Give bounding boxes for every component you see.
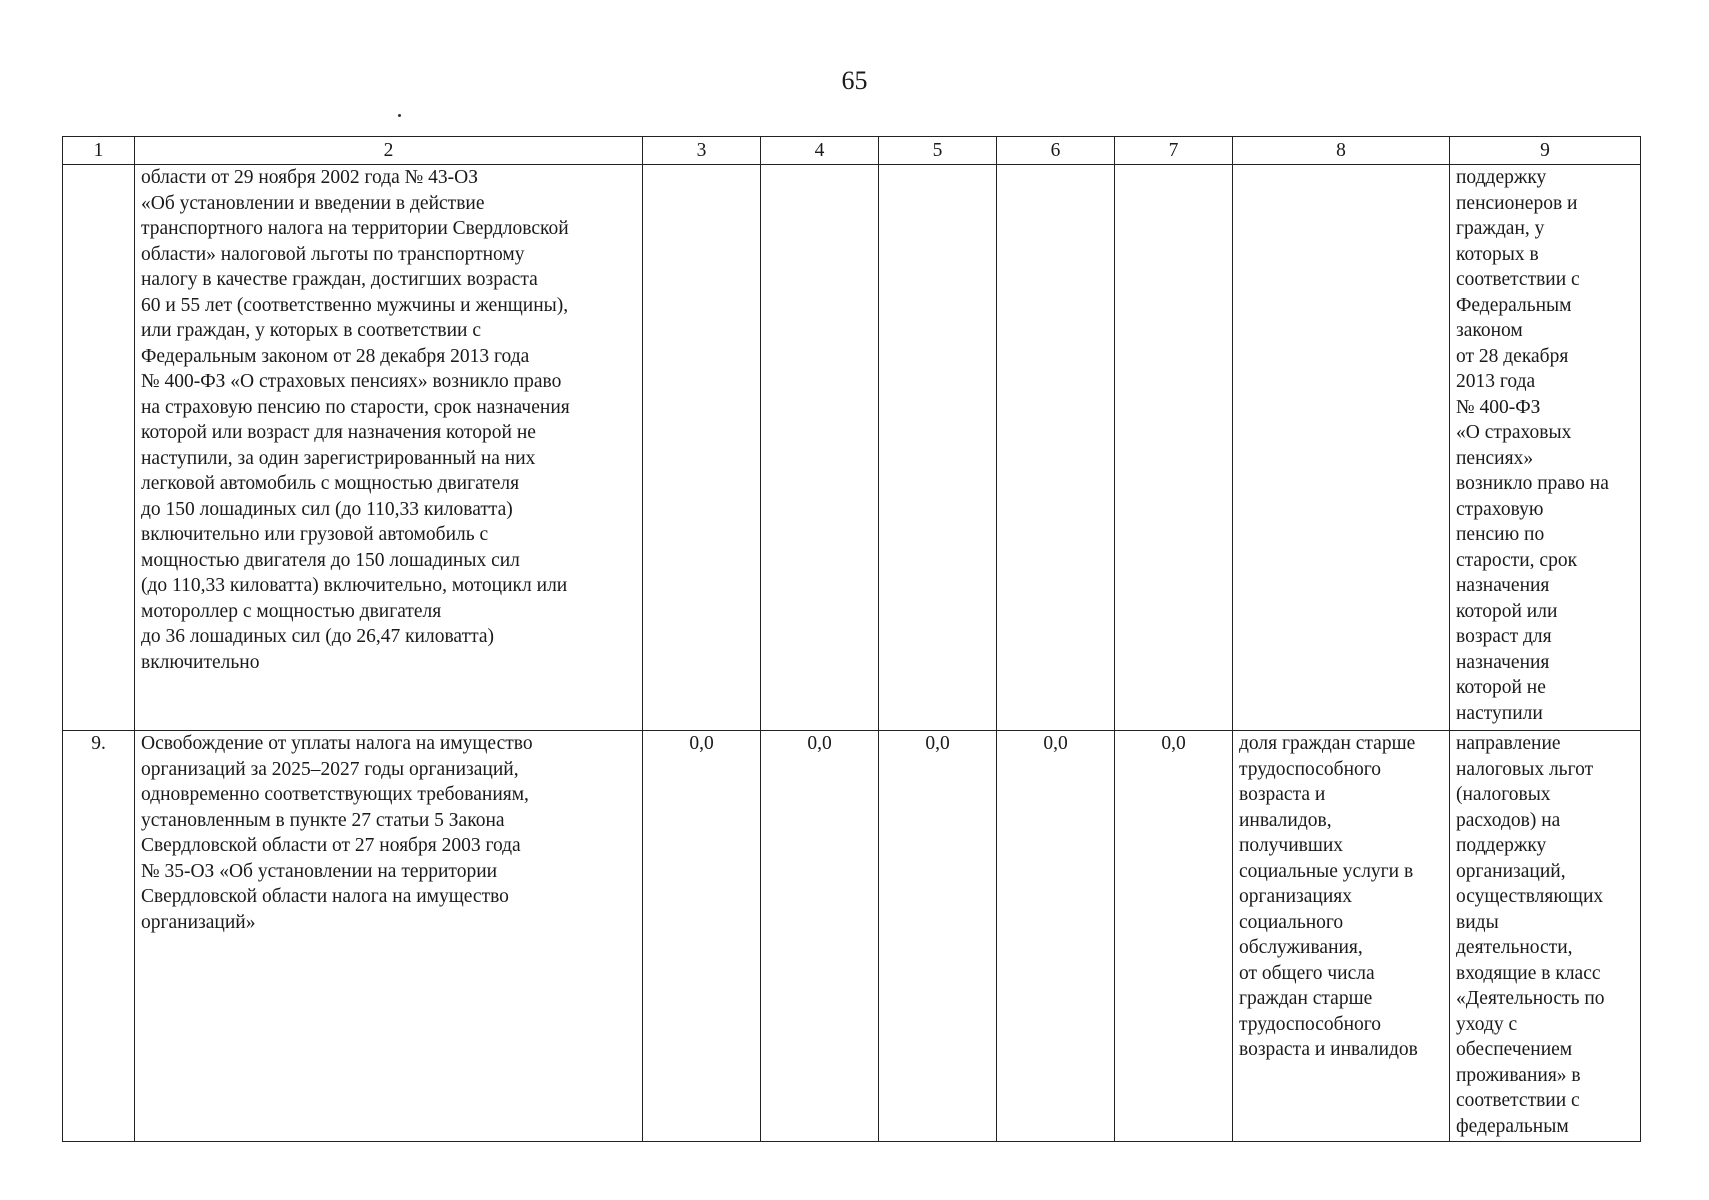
- direction-line: входящие в класс: [1456, 962, 1601, 984]
- direction-line: законом: [1456, 320, 1523, 341]
- indicator-line: социальные услуги в: [1239, 860, 1414, 882]
- indicator-line: инвалидов,: [1239, 809, 1332, 831]
- column-header-5: 5: [879, 137, 997, 165]
- direction-line: пенсию по: [1456, 524, 1545, 545]
- description-line: 60 и 55 лет (соответственно мужчины и женщины),: [141, 294, 569, 316]
- description-line: Свердловской области налога на имущество: [141, 886, 509, 907]
- direction-line: пенсиях»: [1456, 447, 1534, 469]
- description-line: включительно или грузовой автомобиль с: [141, 524, 489, 545]
- indicator-cell: [1233, 731, 1450, 1142]
- direction-line: виды: [1456, 911, 1499, 933]
- description-line: наступили, за один зарегистрированный на них: [141, 447, 536, 469]
- indicator-line: трудоспособного: [1239, 758, 1382, 780]
- direction-line: которой не: [1456, 677, 1546, 698]
- direction-cell: [1450, 165, 1641, 731]
- direction-line: обеспечением: [1456, 1039, 1573, 1060]
- direction-line: проживания» в: [1456, 1064, 1581, 1086]
- direction-line: старости, срок: [1456, 549, 1578, 571]
- column-header-7: 7: [1115, 137, 1233, 165]
- direction-line: пенсионеров и: [1456, 192, 1578, 214]
- description-line: транспортного налога на территории Свердловской: [141, 218, 569, 239]
- direction-line: организаций,: [1456, 860, 1566, 882]
- description-line: которой или возраст для назначения которой не: [141, 422, 536, 443]
- indicator-line: доля граждан старше: [1239, 733, 1416, 754]
- indicator-line: возраста и инвалидов: [1239, 1039, 1418, 1060]
- direction-line: осуществляющих: [1456, 886, 1604, 907]
- direction-line: страховую: [1456, 498, 1544, 520]
- indicator-line: возраста и: [1239, 784, 1326, 805]
- description-line: «Об установлении и введении в действие: [141, 192, 485, 214]
- direction-line: № 400-ФЗ: [1456, 396, 1541, 418]
- description-line: организаций за 2025–2027 годы организаций,: [141, 758, 519, 780]
- description-line: Свердловской области от 27 ноября 2003 года: [141, 835, 521, 856]
- description-line: Федеральным законом от 28 декабря 2013 года: [141, 345, 530, 367]
- value-cell-3: [643, 165, 761, 731]
- description-line: на страховую пенсию по старости, срок назначения: [141, 396, 570, 418]
- value-cell-4: 0,0: [761, 731, 879, 1142]
- description-line: или граждан, у которых в соответствии с: [141, 320, 482, 341]
- description-line: мотороллер с мощностью двигателя: [141, 600, 442, 622]
- direction-line: возраст для: [1456, 626, 1552, 647]
- value-cell-6: 0,0: [997, 731, 1115, 1142]
- description-line: (до 110,33 киловатта) включительно, мотоцикл или: [141, 575, 568, 596]
- description-line: № 35-ОЗ «Об установлении на территории: [141, 860, 498, 882]
- description-line: установленным в пункте 27 статьи 5 Закона: [141, 809, 505, 831]
- direction-line: соответствии с: [1456, 1090, 1580, 1111]
- description-line: одновременно соответствующих требованиям,: [141, 784, 529, 805]
- direction-line: деятельности,: [1456, 937, 1573, 958]
- column-number-row: [63, 137, 1641, 165]
- value-cell-7: [1115, 165, 1233, 731]
- column-header-4: 4: [761, 137, 879, 165]
- direction-cell: [1450, 731, 1641, 1142]
- value-cell-6: [997, 165, 1115, 731]
- indicator-line: граждан старше: [1239, 988, 1373, 1009]
- description-line: № 400-ФЗ «О страховых пенсиях» возникло право: [141, 371, 562, 392]
- description-cell: [135, 165, 643, 731]
- indicator-cell: [1233, 165, 1450, 731]
- direction-line: Федеральным: [1456, 294, 1572, 316]
- description-cell: [135, 731, 643, 1142]
- value-cell-5: [879, 165, 997, 731]
- description-line: включительно: [141, 651, 260, 673]
- value-cell-3: 0,0: [643, 731, 761, 1142]
- direction-line: поддержку: [1456, 167, 1547, 188]
- column-header-9: 9: [1450, 137, 1641, 165]
- description-line: налогу в качестве граждан, достигших возраста: [141, 269, 538, 290]
- direction-line: (налоговых: [1456, 784, 1551, 805]
- direction-line: которых в: [1456, 243, 1539, 265]
- indicator-line: обслуживания,: [1239, 937, 1363, 958]
- direction-line: которой или: [1456, 600, 1558, 622]
- column-header-6: 6: [997, 137, 1115, 165]
- direction-line: поддержку: [1456, 835, 1547, 856]
- indicator-line: организациях: [1239, 886, 1352, 907]
- direction-line: федеральным: [1456, 1115, 1569, 1137]
- description-line: области» налоговой льготы по транспортному: [141, 243, 525, 265]
- indicator-line: социального: [1239, 911, 1344, 933]
- row-number-cell: 9.: [63, 731, 135, 1142]
- direction-line: наступили: [1456, 702, 1543, 724]
- direction-line: возникло право на: [1456, 473, 1609, 494]
- table-row-continuation: [63, 165, 1641, 731]
- direction-line: от 28 декабря: [1456, 345, 1569, 367]
- value-cell-7: 0,0: [1115, 731, 1233, 1142]
- direction-line: граждан, у: [1456, 218, 1545, 239]
- direction-line: назначения: [1456, 575, 1550, 596]
- column-header-3: 3: [643, 137, 761, 165]
- page-number: 65: [841, 66, 868, 95]
- description-line: легковой автомобиль с мощностью двигателя: [141, 473, 520, 494]
- tax-benefits-table: [62, 136, 1641, 1142]
- value-cell-4: [761, 165, 879, 731]
- column-header-8: 8: [1233, 137, 1450, 165]
- direction-line: расходов) на: [1456, 809, 1561, 831]
- direction-line: назначения: [1456, 651, 1550, 673]
- direction-line: соответствии с: [1456, 269, 1580, 290]
- direction-line: «Деятельность по: [1456, 988, 1605, 1009]
- table-row-9: [63, 731, 1641, 1142]
- row-number-cell: [63, 165, 135, 731]
- indicator-line: получивших: [1239, 835, 1344, 856]
- description-line: области от 29 ноября 2002 года № 43-ОЗ: [141, 167, 478, 188]
- direction-line: направление: [1456, 733, 1561, 754]
- description-line: мощностью двигателя до 150 лошадиных сил: [141, 549, 520, 571]
- direction-line: уходу с: [1456, 1013, 1518, 1035]
- description-line: организаций»: [141, 911, 256, 933]
- direction-line: налоговых льгот: [1456, 758, 1594, 780]
- description-line: до 150 лошадиных сил (до 110,33 киловатта): [141, 498, 513, 520]
- description-line: Освобождение от уплаты налога на имущество: [141, 733, 533, 754]
- column-header-1: 1: [63, 137, 135, 165]
- description-line: до 36 лошадиных сил (до 26,47 киловатта): [141, 626, 494, 647]
- indicator-line: трудоспособного: [1239, 1013, 1382, 1035]
- indicator-line: от общего числа: [1239, 962, 1375, 984]
- value-cell-5: 0,0: [879, 731, 997, 1142]
- direction-line: 2013 года: [1456, 371, 1536, 392]
- scan-artifact-dot: [398, 114, 401, 117]
- direction-line: «О страховых: [1456, 422, 1572, 443]
- column-header-2: 2: [135, 137, 643, 165]
